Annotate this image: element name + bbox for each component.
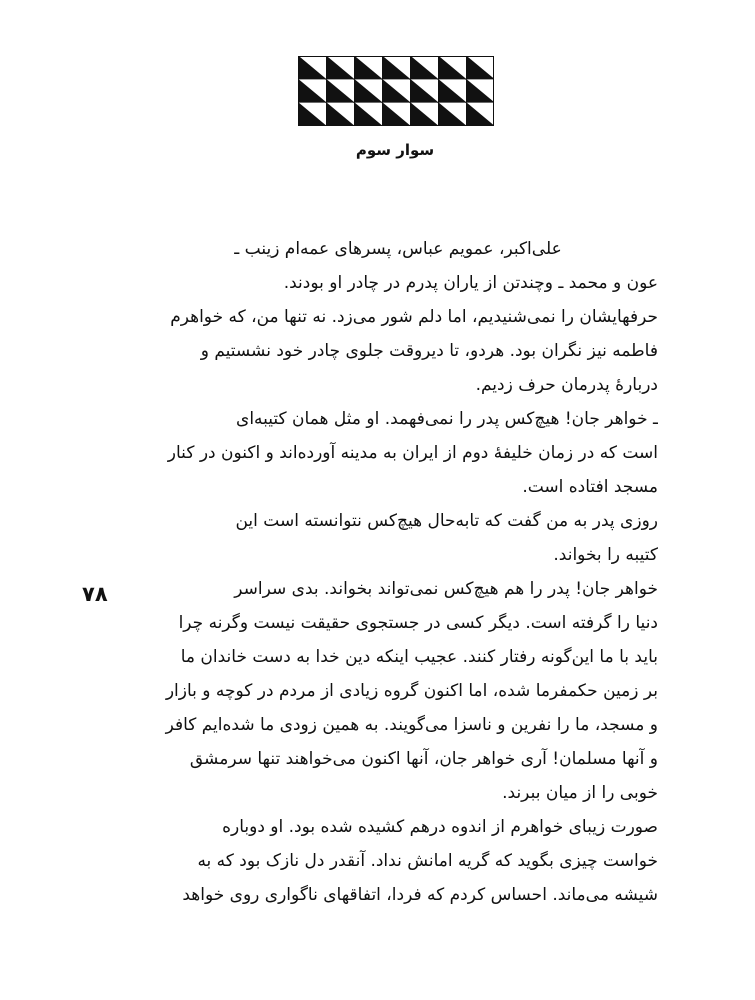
text-line: صورت زیبای خواهرم از اندوه درهم کشیده شده بود. او دوباره: [222, 817, 658, 837]
text-line: فاطمه نیز نگران بود. هردو، تا دیروقت جلوی چادر خود نشستیم و: [200, 341, 658, 361]
text-line: و آنها مسلمان! آری خواهر جان، آنها اکنون می‌خواهند تنها سرمشق: [189, 749, 658, 769]
text-line: و مسجد، ما را نفرین و ناسزا می‌گویند. به همین زودی ما شده‌ایم کافر: [165, 715, 658, 735]
text-line: خوبی را از میان ببرند.: [502, 783, 658, 803]
chapter-title: سوار سوم: [355, 141, 435, 159]
text-line: علی‌اکبر، عمویم عباس، پسرهای عمه‌ام زینب ـ: [234, 239, 562, 259]
text-line: حرفهایشان را نمی‌شنیدیم، اما دلم شور می‌زد. نه تنها من، که خواهرم: [170, 307, 658, 327]
text-line: خواهر جان! پدر را هم هیچ‌کس نمی‌تواند بخواند. بدی سراسر: [234, 579, 658, 599]
text-line: خواست چیزی بگوید که گریه امانش نداد. آنقدر دل نازک بود که به: [197, 851, 658, 871]
text-line: دنیا را گرفته است. دیگر کسی در جستجوی حقیقت نیست وگرنه چرا: [178, 613, 658, 633]
text-line: دربارهٔ پدرمان حرف زدیم.: [475, 375, 658, 395]
text-line: کتیبه را بخواند.: [553, 545, 658, 565]
page-number: ۷۸: [82, 582, 108, 606]
text-line: باید با ما این‌گونه رفتار کنند. عجیب اینکه دین خدا به دست خاندان ما: [180, 647, 658, 667]
text-line: عون و محمد ـ وچندتن از یاران پدرم در چادر او بودند.: [283, 273, 658, 293]
text-line: است که در زمان خلیفهٔ دوم از ایران به مدینه آورده‌اند و اکنون در کنار: [167, 443, 658, 463]
body-text: [138, 232, 658, 912]
text-line: بر زمین حکمفرما شده، اما اکنون گروه زیادی از مردم در کوچه و بازار: [165, 681, 658, 701]
text-line: مسجد افتاده است.: [522, 477, 658, 497]
text-line: روزی پدر به من گفت که تابه‌حال هیچ‌کس نتوانسته است این: [235, 511, 658, 531]
chapter-ornament-icon: [298, 56, 494, 126]
text-line: شیشه می‌ماند. احساس کردم که فردا، اتفاقهای ناگواری روی خواهد: [182, 885, 658, 905]
text-line: ـ خواهر جان! هیچ‌کس پدر را نمی‌فهمد. او مثل همان کتیبه‌ای: [236, 409, 658, 429]
